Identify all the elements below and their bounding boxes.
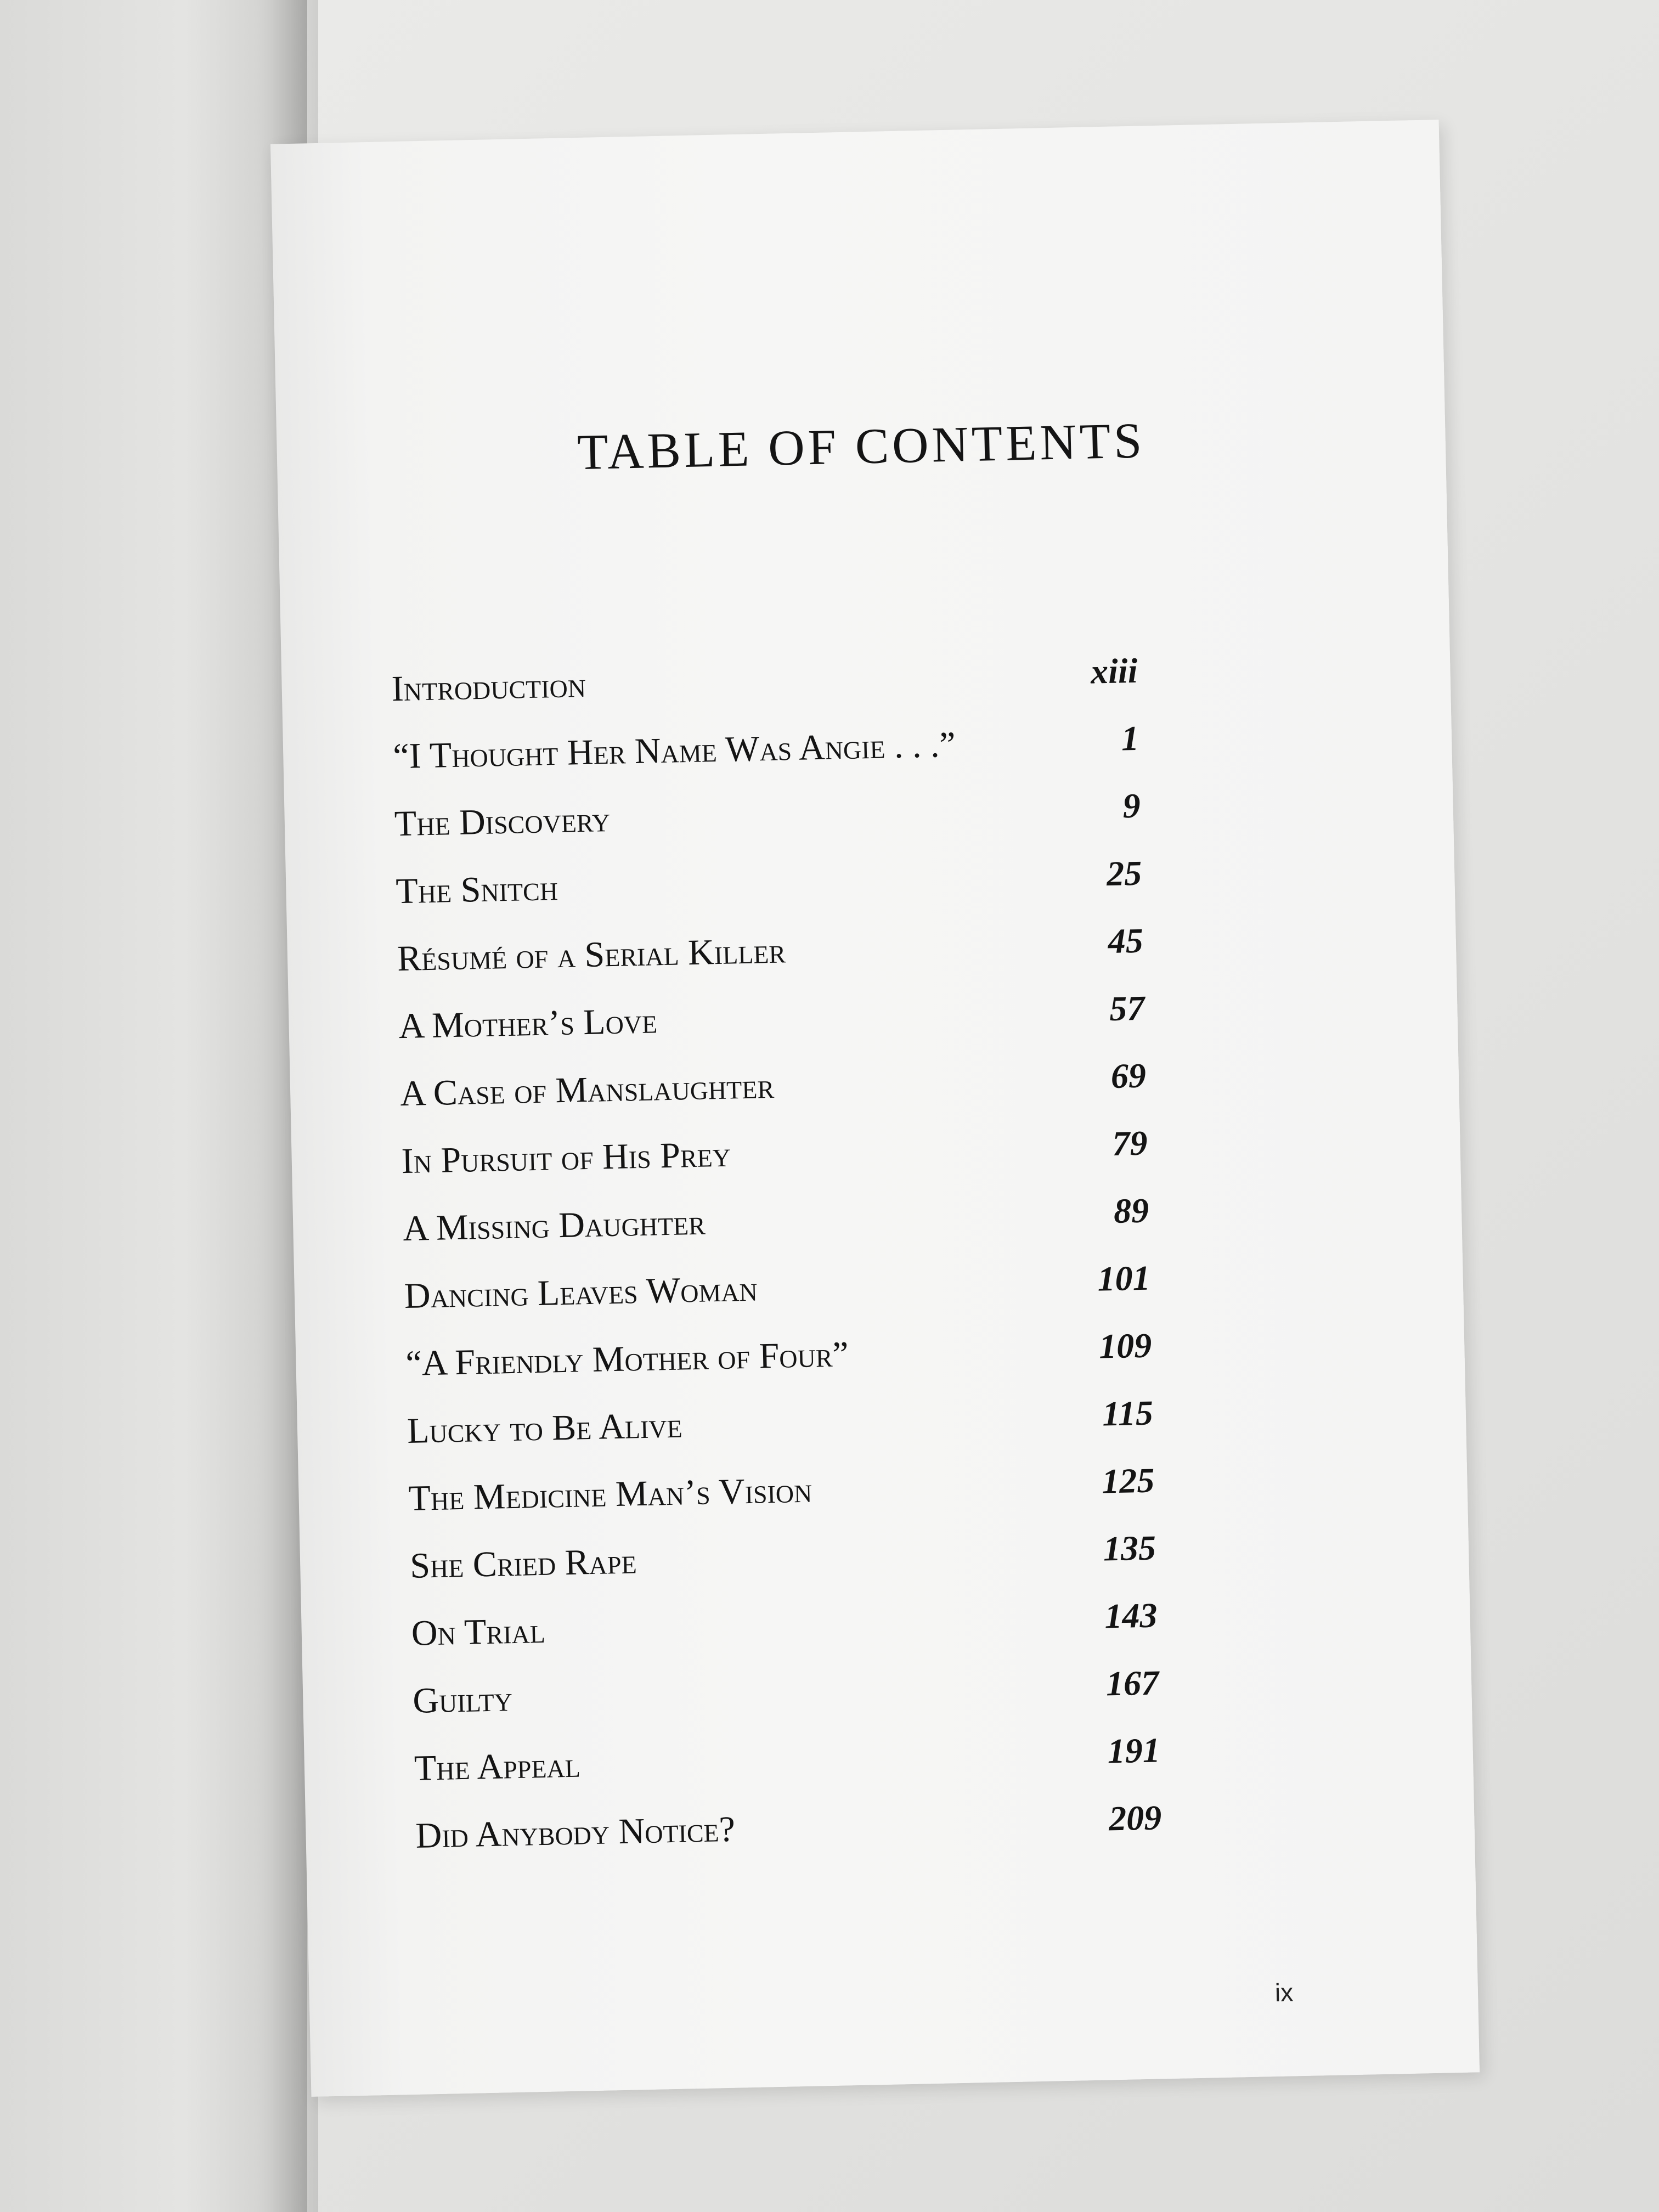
toc-entry-title: The Medicine Man’s Vision: [408, 1470, 812, 1519]
toc-entry-page: 25: [1106, 853, 1142, 894]
toc-entry-page: xiii: [1090, 651, 1138, 691]
folio-page-number: ix: [1274, 1978, 1294, 2007]
toc-list: [391, 653, 1163, 1883]
toc-entry-page: 69: [1110, 1056, 1147, 1096]
toc-entry-title: In Pursuit of His Prey: [401, 1134, 731, 1182]
toc-entry-title: Introduction: [391, 664, 586, 709]
toc-entry-title: A Mother’s Love: [398, 1001, 658, 1047]
toc-entry-page: 79: [1111, 1123, 1148, 1163]
toc-entry-title: On Trial: [411, 1610, 546, 1654]
page-title: TABLE OF CONTENTS: [577, 412, 1146, 481]
toc-entry-page: 89: [1113, 1190, 1149, 1231]
toc-entry-page: 109: [1098, 1325, 1152, 1366]
toc-entry-title: “I Thought Her Name Was Angie . . .”: [392, 724, 956, 777]
toc-entry-page: 9: [1122, 786, 1141, 826]
toc-entry-title: A Case of Manslaughter: [399, 1065, 775, 1114]
toc-entry-title: The Appeal: [414, 1745, 581, 1788]
toc-entry-page: 45: [1107, 921, 1144, 961]
toc-entry-page: 101: [1097, 1258, 1151, 1299]
toc-entry-page: 57: [1109, 988, 1146, 1029]
toc-entry-page: 125: [1101, 1460, 1155, 1501]
toc-entry-title: The Snitch: [395, 868, 558, 912]
toc-entry-title: Lucky to Be Alive: [407, 1405, 683, 1451]
toc-entry-page: 209: [1108, 1798, 1162, 1838]
toc-entry-title: A Missing Daughter: [402, 1202, 706, 1249]
book-page: [270, 120, 1480, 2097]
toc-entry-title: Did Anybody Notice?: [415, 1809, 736, 1856]
toc-entry-title: Dancing Leaves Woman: [404, 1268, 758, 1317]
toc-entry-title: The Discovery: [394, 799, 611, 844]
toc-entry-page: 143: [1104, 1595, 1158, 1636]
toc-entry-title: Résumé of a Serial Killer: [397, 930, 786, 979]
toc-entry-title: She Cried Rape: [409, 1541, 637, 1586]
toc-entry-page: 167: [1105, 1663, 1159, 1703]
toc-entry-title: “A Friendly Mother of Four”: [405, 1334, 849, 1384]
toc-entry-page: 1: [1121, 718, 1139, 758]
toc-entry-page: 115: [1102, 1393, 1154, 1434]
toc-entry-title: Guilty: [412, 1679, 513, 1721]
toc-entry-page: 135: [1103, 1528, 1156, 1568]
toc-entry-page: 191: [1107, 1730, 1161, 1771]
